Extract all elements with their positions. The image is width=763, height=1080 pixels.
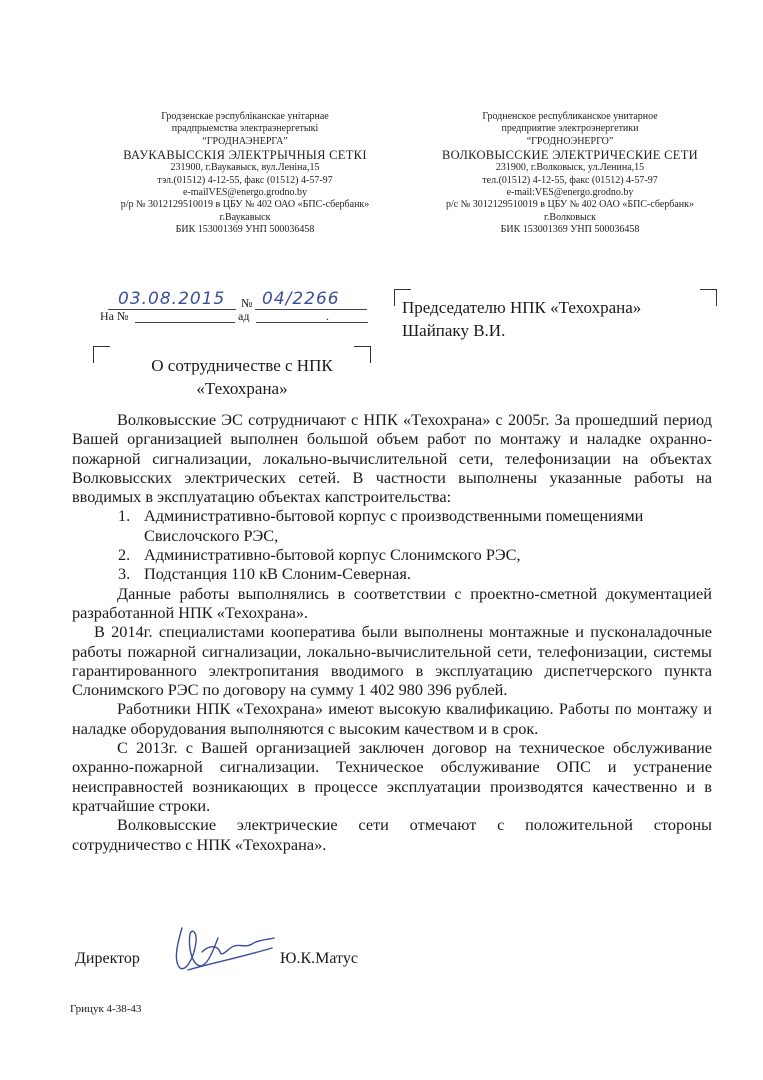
- organization-name: ВОЛКОВЫССКИЕ ЭЛЕКТРИЧЕСКИЕ СЕТИ: [442, 148, 698, 163]
- letterhead-line: Гродзенскае рэспубліканскае унітарнае: [161, 111, 329, 122]
- list-text: Административно-бытовой корпус Слонимского РЭС,: [144, 545, 521, 565]
- body-paragraph: Волковысские электрические сети отмечают с положительной стороны сотрудничество с НПК «Техохрана».: [72, 815, 712, 854]
- list-text: Подстанция 110 кВ Слоним-Северная.: [144, 564, 411, 584]
- letterhead-account: р/р № 3012129510019 в ЦБУ № 402 ОАО «БПС-сбербанк»: [120, 199, 370, 211]
- letterhead-email: e-mailVES@energo.grodno.by: [183, 187, 307, 199]
- letterhead-address: 231900, г.Ваукавыск, вул.Леніна,15: [170, 162, 320, 174]
- list-text: Административно-бытовой корпус с производственными помещениями Свислочского РЭС,: [144, 506, 644, 545]
- letterhead-city: г.Волковыск: [543, 211, 597, 223]
- list-number: 3.: [118, 564, 131, 584]
- number-underline: [255, 309, 367, 310]
- body-paragraph: Данные работы выполнялись в соответствии с проектно-сметной документацией разработанной НПК «Техохрана».: [72, 583, 712, 622]
- letterhead-account: р/с № 3012129510019 в ЦБУ № 402 ОАО «БПС-сбербанк»: [445, 199, 695, 211]
- letterhead-phone: тэл.(01512) 4-12-55, факс (01512) 4-57-97: [157, 174, 333, 186]
- corner-mark: [700, 289, 717, 306]
- reply-number-underline: [135, 322, 235, 323]
- signatory-position: Директор: [75, 950, 140, 967]
- handwritten-date: 03.08.2015: [118, 289, 226, 309]
- body-paragraph: В 2014г. специалистами кооператива были выполнены монтажные и пусконаладочные работы пожарной сигнализации, локально-вычислительной сети, телефонизации, системы гарантированного электропитания вводимого в эксплуатацию диспетчерского пункта Слонимского РЭС по договору на сумму 1 402 980 396 рублей.: [72, 622, 712, 700]
- list-number: 1.: [118, 506, 131, 526]
- handwritten-signature: [168, 918, 278, 980]
- letter-body: [72, 410, 712, 854]
- body-paragraph: С 2013г. с Вашей организацией заключен договор на техническое обслуживание охранно-пожарной сигнализации. Техническое обслуживание ОПС и устранение неисправностей возникающих в процессе эксплуатации производятся качественно и в кратчайшие строки.: [72, 738, 712, 815]
- addressee-block: [402, 296, 641, 342]
- letterhead-line: прадпрыемства электраэнергетыкі: [171, 123, 319, 135]
- list-item: [72, 545, 712, 564]
- letterhead-city: г.Ваукавыск: [219, 211, 271, 223]
- letterhead-address: 231900, г.Волковыск, ул.Ленина,15: [495, 162, 645, 174]
- number-label: №: [241, 296, 253, 310]
- letter-subject: [132, 354, 352, 400]
- letterhead-line: Гродненское республиканское унитарное: [482, 111, 658, 122]
- list-item: [72, 564, 712, 583]
- list-item: [72, 506, 712, 545]
- letterhead-line: “ГРОДНОЭНЕРГО”: [526, 135, 614, 147]
- letterhead-bank: БИК 153001369 УНП 500036458: [500, 224, 640, 236]
- signatory-name: Ю.К.Матус: [280, 950, 358, 967]
- addressee-name: Шайпаку В.И.: [402, 321, 506, 340]
- letterhead-email: e-mail:VES@energo.grodno.by: [506, 187, 634, 199]
- reply-date-dot: .: [326, 309, 329, 323]
- reply-to-label: На №: [100, 309, 129, 323]
- corner-mark: [354, 346, 371, 363]
- body-paragraph: Работники НПК «Техохрана» имеют высокую квалификацию. Работы по монтажу и наладке оборудования выполняются с высоким качеством и в срок.: [72, 699, 712, 738]
- addressee-title: Председателю НПК «Техохрана»: [402, 298, 642, 317]
- subject-line: О сотрудничестве с НПК: [151, 356, 333, 375]
- reply-date-underline: [256, 322, 368, 323]
- letterhead-belarusian: [85, 111, 405, 237]
- corner-mark: [93, 346, 110, 363]
- list-number: 2.: [118, 545, 131, 565]
- letterhead-russian: [410, 111, 730, 237]
- letterhead-bank: БИК 153001369 УНП 500036458: [175, 224, 315, 236]
- subject-line: «Техохрана»: [196, 379, 288, 398]
- letterhead-phone: тел.(01512) 4-12-55, факс (01512) 4-57-97: [482, 174, 658, 186]
- works-list: [72, 506, 712, 583]
- letterhead-line: “ГРОДНАЭНЕРГА”: [202, 135, 288, 147]
- body-paragraph: Волковысские ЭС сотрудничают с НПК «Техохрана» с 2005г. За прошедший период Вашей организацией выполнен большой объем работ по монтажу и наладке охранно-пожарной сигнализации, локально-вычислительной сети, телефонизации на объектах Волковысских электрических сетей. В частности выполнены указанные работы на вводимых в эксплуатацию объектах капстроительства:: [72, 410, 712, 507]
- executor-info: Грицук 4-38-43: [70, 1003, 142, 1015]
- reply-date-label: ад: [238, 309, 250, 323]
- handwritten-number: 04/2266: [262, 289, 340, 309]
- letterhead-line: предприятие электроэнергетики: [501, 123, 639, 135]
- organization-name: ВАУКАВЫССКІЯ ЭЛЕКТРЫЧНЫЯ СЕТКІ: [123, 148, 367, 163]
